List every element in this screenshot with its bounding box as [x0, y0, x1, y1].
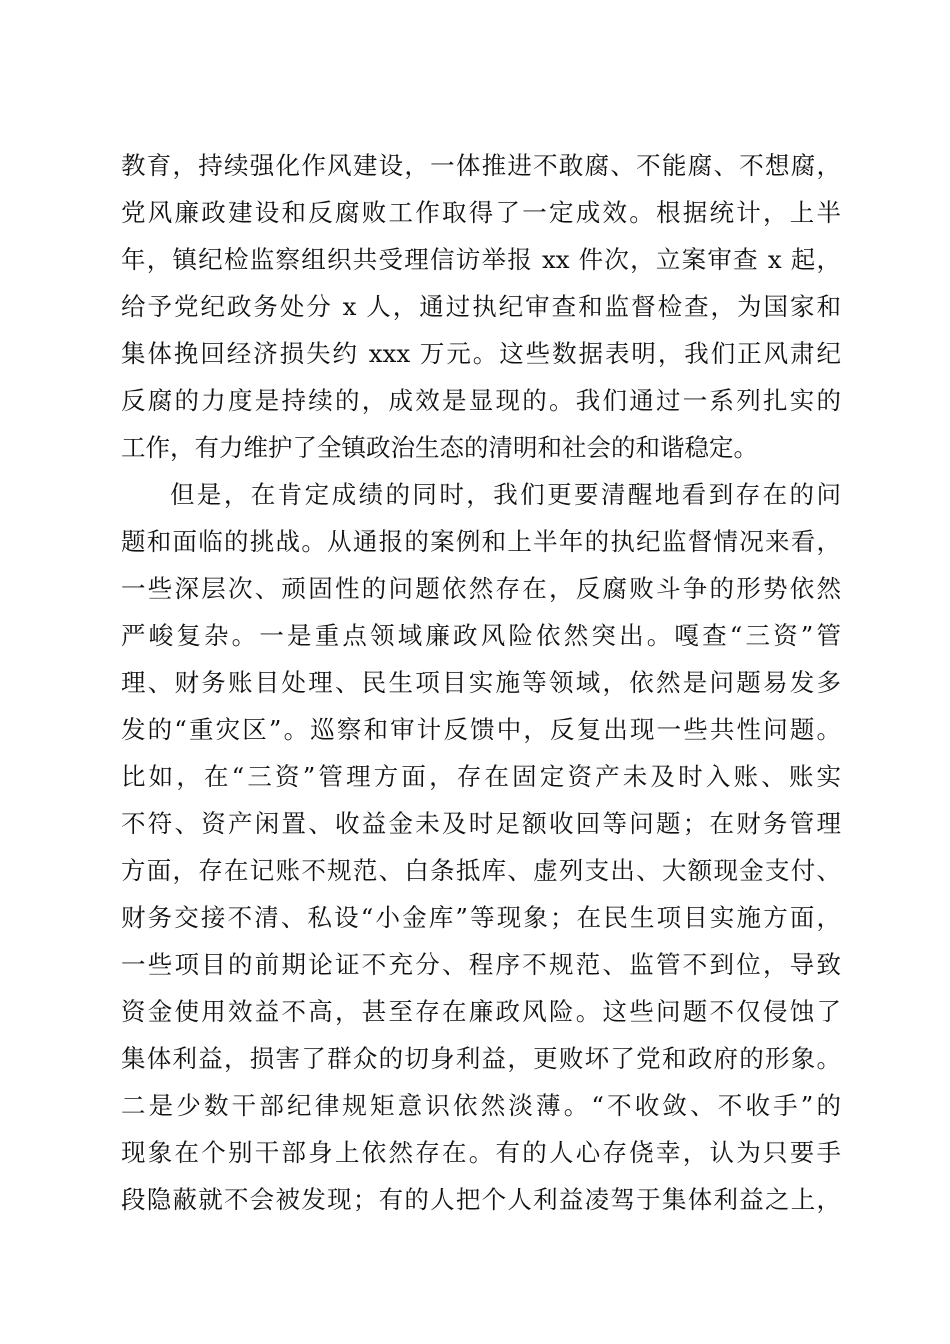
text-line: 段隐蔽就不会被发现；有的人把个人利益凌驾于集体利益之上， [121, 1185, 841, 1214]
text-line: 工作，有力维护了全镇政治生态的清明和社会的和谐稳定。 [121, 433, 758, 462]
text-line: 教育，持续强化作风建设，一体推进不敢腐、不能腐、不想腐， [121, 151, 841, 180]
text-line: 资金使用效益不高，甚至存在廉政风险。这些问题不仅侵蚀了 [121, 997, 841, 1026]
text-line: 严峻复杂。一是重点领域廉政风险依然突出。嘎查“三资”管 [121, 621, 841, 650]
text-line: 给予党纪政务处分 x 人，通过执纪审查和监督检查，为国家和 [121, 292, 841, 321]
text-line: 理、财务账目处理、民生项目实施等领域，依然是问题易发多 [121, 668, 841, 697]
text-line: 不符、资产闲置、收益金未及时足额收回等问题；在财务管理 [121, 809, 841, 838]
text-line: 集体挽回经济损失约 xxx 万元。这些数据表明，我们正风肃纪 [121, 339, 841, 368]
document-body [121, 142, 841, 1223]
text-line: 发的“重灾区”。巡察和审计反馈中，反复出现一些共性问题。 [121, 715, 841, 744]
text-line: 一些项目的前期论证不充分、程序不规范、监管不到位，导致 [121, 950, 841, 979]
text-line: 年，镇纪检监察组织共受理信访举报 xx 件次，立案审查 x 起， [121, 245, 841, 274]
text-line: 一些深层次、顽固性的问题依然存在，反腐败斗争的形势依然 [121, 574, 841, 603]
text-line: 但是，在肯定成绩的同时，我们更要清醒地看到存在的问 [170, 480, 841, 509]
text-line: 现象在个别干部身上依然存在。有的人心存侥幸，认为只要手 [121, 1138, 841, 1167]
text-line: 方面，存在记账不规范、白条抵库、虚列支出、大额现金支付、 [121, 856, 841, 885]
text-line: 财务交接不清、私设“小金库”等现象；在民生项目实施方面， [121, 903, 841, 932]
text-line: 二是少数干部纪律规矩意识依然淡薄。“不收敛、不收手”的 [121, 1091, 841, 1120]
text-line: 比如，在“三资”管理方面，存在固定资产未及时入账、账实 [121, 762, 841, 791]
text-line: 题和面临的挑战。从通报的案例和上半年的执纪监督情况来看， [121, 527, 841, 556]
text-line: 反腐的力度是持续的，成效是显现的。我们通过一系列扎实的 [121, 386, 841, 415]
text-line: 集体利益，损害了群众的切身利益，更败坏了党和政府的形象。 [121, 1044, 841, 1073]
text-line: 党风廉政建设和反腐败工作取得了一定成效。根据统计，上半 [121, 198, 841, 227]
